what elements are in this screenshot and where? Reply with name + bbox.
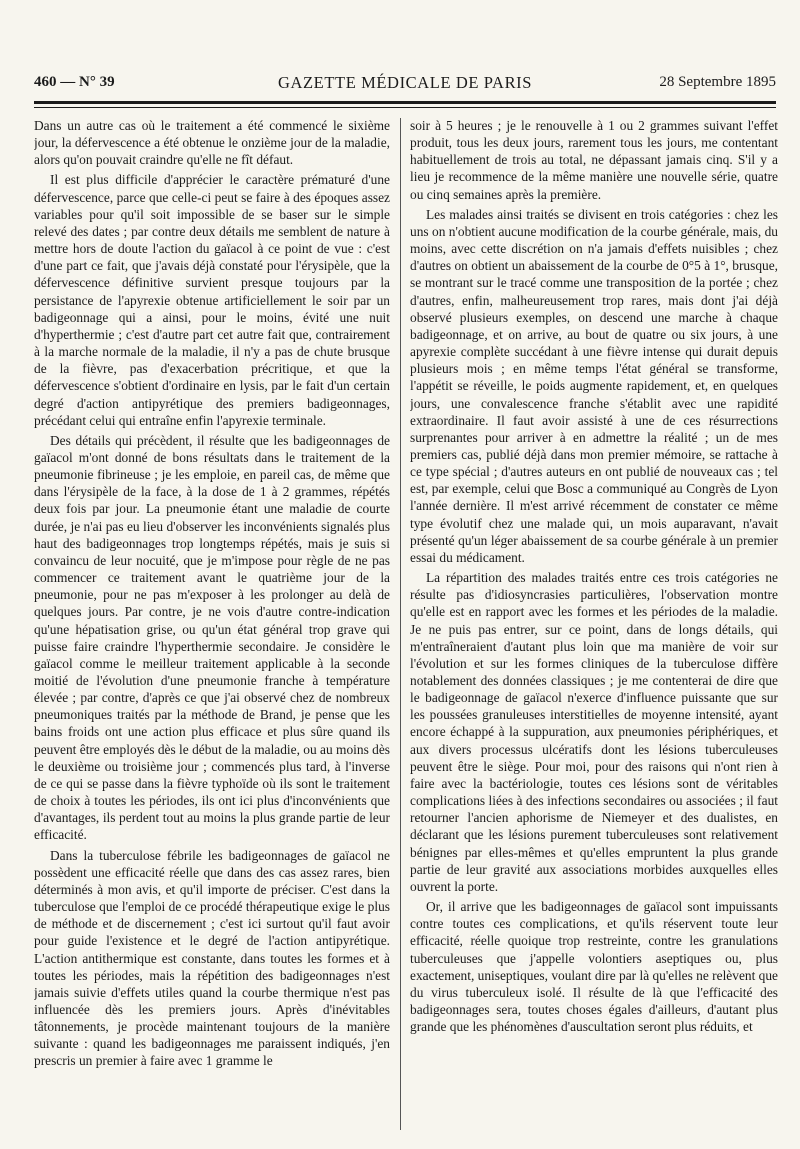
left-column bbox=[34, 117, 390, 1137]
paragraph: Des détails qui précèdent, il résulte que les badigeonnages de gaïacol m'ont donné de bons résultats dans le traitement de la pneumonie fibrineuse ; je les emploie, en pareil cas, de même que dans l'érysipèle de la face, à la dose de 1 à 2 grammes, répétés deux fois par jour. La pneumonie étant une maladie de courte durée, je n'ai pas eu lieu d'observer les inconvénients signalés plus haut des badigeonnages trop longtemps répétés, mais je suis si convaincu de leur nocuité, que je m'impose pour règle de ne pas commencer ce traitement avant le quatrième jour de la pneumonie, pour ne pas m'exposer à les prolonger au delà de quelques jours. Par contre, je ne vois d'autre contre-indication qu'une hépatisation grise, ou qu'un état général trop grave qui puisse faire craindre l'hyperthermie secondaire. Je considère le gaïacol comme le meilleur traitement applicable à la seconde moitié de l'évolution d'une pneumonie franche à température élevée ; par contre, d'après ce que j'ai observé chez de nombreux pneumoniques traités par la méthode de Brand, je pense que les bains froids ont une action plus efficace et plus sûre quand ils peuvent être employés dès le début de la maladie, ou au moins dès le deuxième ou troisième jour ; commencés plus tard, à l'inverse de ce qui se passe dans la fièvre typhoïde où ils sont le traitement de choix à toutes les périodes, ils ont ici plus d'inconvénients que d'avantages, ils perdent tout au moins la plus grande partie de leur efficacité. bbox=[34, 432, 390, 843]
paragraph: La répartition des malades traités entre ces trois catégories ne résulte pas d'idiosyncrasies particulières, l'observation montre qu'elle est en rapport avec les formes et les périodes de la maladie. Je ne puis pas entrer, sur ce point, dans de longs détails, qui m'entraîneraient d'autant plus loin que ma manière de voir sur l'évolution et sur les formes cliniques de la tuberculose diffère notablement des données classiques ; je me contenterai de dire que le badigeonnage de gaïacol n'exerce d'influence puissante que sur les poussées granuleuses interstitielles de moyenne intensité, ayant encore échappé à la suppuration, aux pneumonies périphériques, et aux divers processus ulcératifs dont les lésions tuberculeuses peuvent être le siège. Pour moi, pour des raisons qui n'ont rien à faire avec la bactériologie, toutes ces lésions sont de véritables complications liées à des infections secondaires ou associées ; il faut retourner l'ancien aphorisme de Niemeyer et des dualistes, en déclarant que les lésions purement tuberculeuses sont relativement bénignes par elles-mêmes et qu'elles empruntent la plus grande partie de leur gravité aux associations morbides auxquelles elles ouvrent la porte. bbox=[410, 570, 778, 894]
paragraph: Dans la tuberculose fébrile les badigeonnages de gaïacol ne possèdent une efficacité réelle que dans des cas assez rares, bien déterminés à mon avis, et qu'il importe de préciser. C'est dans la tuberculose que l'emploi de ce procédé thérapeutique exige le plus de méthode et de discernement ; c'est ici surtout qu'il faut avoir pour guide l'existence et le degré de l'action antipyrétique. L'action antithermique est constante, dans toutes les formes et à toutes les périodes, mais la répétition des badigeonnages n'est jamais suivie d'effets utiles quand la courbe thermique n'est pas influencée dès les premiers jours. Après d'inévitables tâtonnements, je procède maintenant toujours de la manière suivante : quand les badigeonnages me paraissent indiqués, j'en prescris un premier à faire avec 1 gramme le bbox=[34, 847, 390, 1069]
column-divider bbox=[400, 118, 401, 1130]
paragraph: Or, il arrive que les badigeonnages de gaïacol sont impuissants contre toutes ces complications, et qu'ils réservent toute leur efficacité, réelle quoique trop restreinte, contre les granulations tuberculeuses que j'appelle volontiers aseptiques ou, plus exactement, uniseptiques, voulant dire par là qu'elles ne relèvent que du virus tuberculeux isolé. Il résulte de là que l'efficacité des badigeonnages sera, toutes choses égales d'ailleurs, d'autant plus grande que les phénomènes d'auscultation seront plus réduits, et bbox=[410, 899, 778, 1035]
header-rule-thick bbox=[34, 101, 776, 104]
journal-title: GAZETTE MÉDICALE DE PARIS bbox=[277, 73, 533, 92]
paragraph: soir à 5 heures ; je le renouvelle à 1 ou 2 grammes suivant l'effet produit, tous les deux jours, rarement tous les jours, me contentant habituellement de trois au total, ne dépassant jamais cinq. S'il y a lieu je recommence de la même manière une nouvelle série, quatre ou cinq semaines après la première. bbox=[410, 118, 778, 202]
paragraph: Il est plus difficile d'apprécier le caractère prématuré d'une défervescence, parce que celle-ci peut se faire à des époques assez variables pour qu'il soit impossible de se baser sur le simple relevé des dates ; par contre deux détails me semblent de nature à mettre hors de doute l'action du gaïacol à ce point de vue : c'est d'une part ce fait, que j'avais déjà constaté pour l'érysipèle, que la défervescence définitive survient presque toujours par la persistance de l'apyrexie obtenue artificiellement le soir par un badigeonnage qui a ainsi, pour le moins, évité une nuit d'hyperthermie ; c'est d'autre part cet autre fait que, contrairement à la marche normale de la maladie, il n'y a pas de chute brusque de la fièvre, pas d'exacerbation précritique, et que la défervescence s'obtient d'ordinaire en lysis, par le fait d'un certain degré d'action antipyrétique des premiers badigeonnages, précédant celui qui entraîne enfin l'apyrexie terminale. bbox=[34, 172, 390, 428]
right-column bbox=[410, 117, 778, 1137]
issue-date: 28 Septembre 1895 bbox=[659, 74, 776, 90]
paragraph: Les malades ainsi traités se divisent en trois catégories : chez les uns on n'obtient aucune modification de la courbe générale, mais, du moins, avec cette discrétion on n'a jamais d'effets nuisibles ; chez d'autres on obtient un abaissement de la courbe de 0°5 à 1°, brusque, se montrant sur le tracé comme une transposition de la portée ; chez d'autres, enfin, malheureusement trop rares, mais dont j'ai déjà observé plusieurs exemples, on descend une marche à chaque badigeonnage, et on arrive, au bout de quatre ou six jours, à une apyrexie complète succédant à une fièvre intense qui durait depuis plusieurs mois ; en même temps l'état général se transforme, l'appétit se réveille, le poids augmente rapidement, et, en quelques jours, une convalescence franche s'établit avec une rapidité extraordinaire. Il faut avoir assisté à une de ces résurrections surprenantes pour arriver à en admettre la réalité ; un de mes premiers cas, publié déjà dans mon premier mémoire, se rattache à ce type spécial ; d'autres auteurs en ont publié de nouveaux cas ; tel est, par exemple, celui que Bosc a communiqué au Congrès de Lyon l'année dernière. Il m'est arrivé récemment de constater ce même type évolutif chez une malade qui, un mois auparavant, n'avait présenté qu'un léger abaissement de sa courbe générale à un premier essai du médicament. bbox=[410, 206, 778, 565]
page-header bbox=[34, 70, 776, 94]
paragraph: Dans un autre cas où le traitement a été commencé le sixième jour, la défervescence a été obtenue le onzième jour de la maladie, alors qu'on pouvait craindre qu'elle ne fît défaut. bbox=[34, 118, 390, 168]
header-rule-thin bbox=[34, 107, 776, 108]
page-number: 460 — N° 39 bbox=[34, 74, 115, 90]
